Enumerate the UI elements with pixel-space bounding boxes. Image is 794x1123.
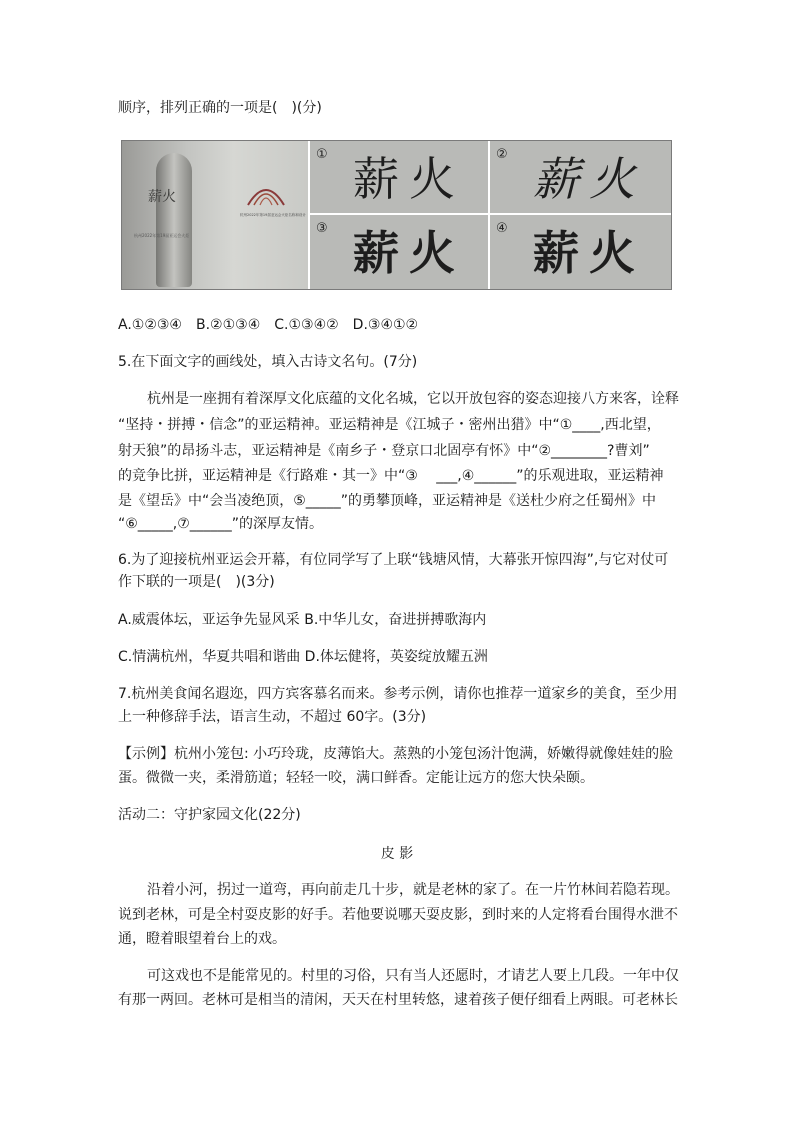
question-6-options: C.情满杭州，华夏共唱和谐曲 D.体坛健将，英姿绽放耀五洲 (118, 649, 488, 665)
torch-photo (122, 141, 308, 289)
example-line: 蛋。微微一夹，柔滑筋道；轻轻一咬，满口鲜香。定能让远方的您大快朵颐。 (118, 770, 594, 786)
passage-line: 射天狼”的昂扬斗志，亚运精神是《南乡子・登京口北固亭有怀》中“②________?曹刘” (118, 443, 650, 459)
calligraphy-chars: 薪火 (353, 152, 465, 206)
calligraphy-option-1 (308, 141, 488, 215)
question-7-line: 7.杭州美食闻名遐迩，四方宾客慕名而来。参考示例，请你也推荐一道家乡的美食，至少用 (118, 686, 678, 702)
question-4-options: A.①②③④ B.②①③④ C.①③④② D.③④①② (118, 317, 419, 333)
emblem-caption: 杭州2022年第19届亚运会火炬名称和设计 (240, 213, 306, 217)
story-line: 说到老林，可是全村耍皮影的好手。若他要说哪天耍皮影，到时来的人定将看台围得水泄不 (118, 907, 678, 923)
question-6-options: A.威震体坛，亚运争先显风采 B.中华儿女，奋进拼搏歌海内 (118, 612, 487, 628)
option-number: ② (496, 147, 508, 162)
question-stem-end: 顺序，排列正确的一项是( )(分) (118, 100, 322, 116)
torch-image (156, 153, 192, 287)
passage-line: “⑥_____,⑦______”的深厚友情。 (118, 516, 324, 532)
story-title: 皮 影 (380, 846, 414, 862)
story-line: 通，瞪着眼望着台上的戏。 (118, 931, 286, 947)
calligraphy-chars: 薪火 (533, 226, 645, 280)
calligraphy-figure (121, 140, 672, 290)
story-line: 沿着小河，拐过一道弯，再向前走几十步，就是老林的家了。在一片竹林间若隐若现。 (147, 882, 679, 898)
calligraphy-option-2 (488, 141, 671, 215)
question-7-line: 上一种修辞手法，语言生动，不超过 60字。(3分) (118, 709, 427, 725)
story-line: 有那一两回。老林可是相当的清闲，天天在村里转悠，逮着孩子便仔细看上两眼。可老林长 (118, 992, 678, 1008)
torch-title: 薪火 (148, 189, 176, 205)
activity-heading: 活动二：守护家园文化(22分) (118, 807, 301, 823)
calligraphy-option-4 (488, 215, 671, 289)
passage-line: “坚持・拼搏・信念”的亚运精神。亚运精神是《江城子・密州出猎》中“①____,西北望， (118, 417, 661, 433)
option-number: ③ (316, 221, 328, 236)
asian-games-emblem-icon (244, 179, 288, 209)
passage-line: 杭州是一座拥有着深厚文化底蕴的文化名城，它以开放包容的姿态迎接八方来客，诠释 (147, 391, 679, 407)
torch-caption: 杭州2022年第19届亚运会火炬 (134, 233, 190, 238)
question-6-line: 作下联的一项是( )(3分) (118, 574, 275, 590)
question-5-title: 5.在下面文字的画线处，填入古诗文名句。(7分) (118, 354, 418, 370)
calligraphy-chars: 薪火 (533, 152, 645, 206)
story-line: 可这戏也不是能常见的。村里的习俗，只有当人还愿时，才请艺人要上几段。一年中仅 (147, 968, 679, 984)
passage-line: 的竞争比拼，亚运精神是《行路难・其一》中“③ ___,④______”的乐观进取，亚运精神 (118, 468, 664, 484)
calligraphy-chars: 薪火 (353, 226, 465, 280)
example-line: 【示例】杭州小笼包: 小巧玲珑，皮薄馅大。蒸熟的小笼包汤汁饱满，娇嫩得就像娃娃的脸 (118, 746, 674, 762)
passage-line: 是《望岳》中“会当凌绝顶，⑤_____”的勇攀顶峰，亚运精神是《送杜少府之任蜀州》中 (118, 493, 657, 509)
option-number: ① (316, 147, 328, 162)
question-6-line: 6.为了迎接杭州亚运会开幕，有位同学写了上联“钱塘风情，大幕张开惊四海”,与它对仗可 (118, 552, 669, 568)
option-number: ④ (496, 221, 508, 236)
calligraphy-option-3 (308, 215, 488, 289)
